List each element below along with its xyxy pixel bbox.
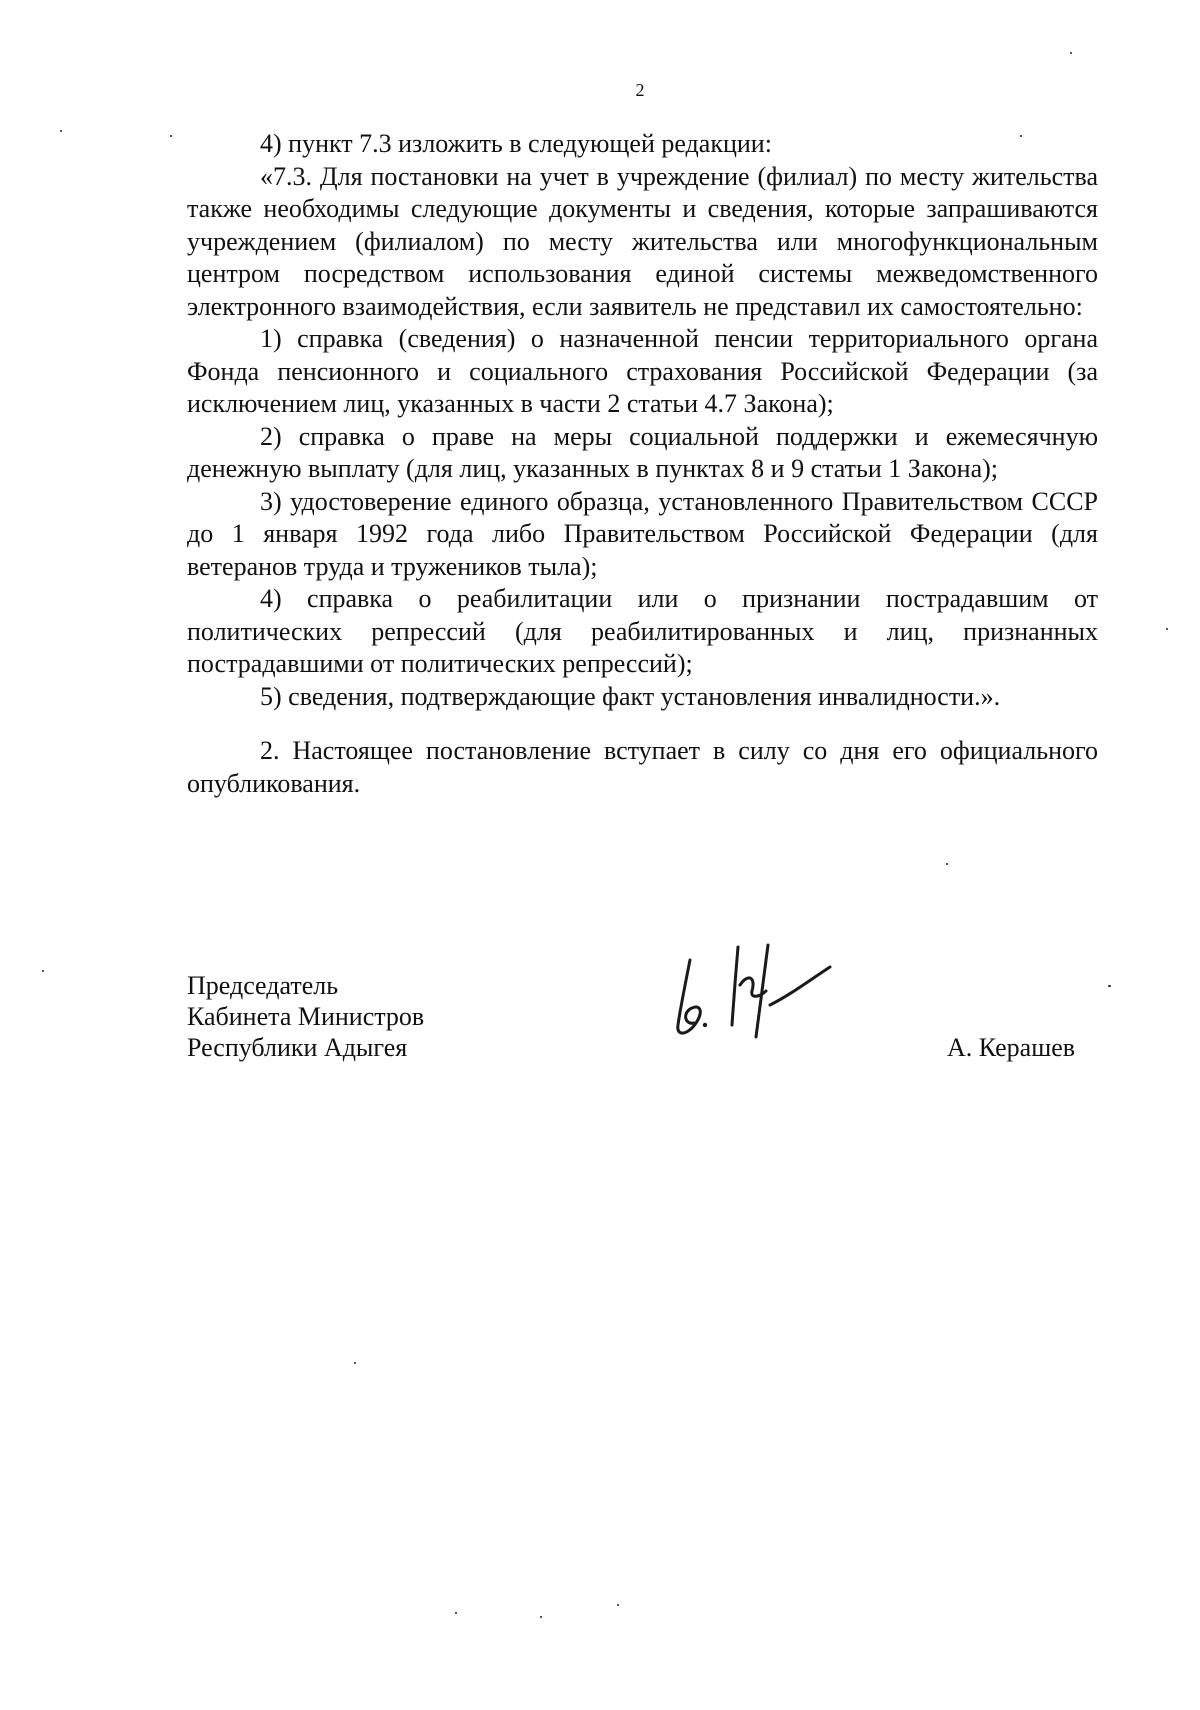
document-body (187, 128, 1098, 800)
list-item-document-5: 5) сведения, подтверждающие факт установления инвалидности.». (260, 681, 1001, 711)
scan-speck (1108, 985, 1111, 987)
scan-speck (540, 1616, 542, 1618)
list-item-document-2: 2) справка о праве на меры социальной поддержки и ежемесячную денежную выплату (для лиц, указанных в пунктах 8 и 9 статьи 1 Закона); (187, 421, 1098, 483)
paragraph-clause-7-3: «7.3. Для постановки на учет в учреждение (филиал) по месту жительства также необходимы следующие документы и сведения, которые запрашиваются учреждением (филиалом) по месту жительства или многофункциональным центром посредством использования единой системы межведомственного электронного взаимодействия, если заявитель не представил их самостоятельно: (187, 161, 1098, 321)
paragraph-entry-into-force: 2. Настоящее постановление вступает в силу со дня его официального опубликования. (187, 736, 1098, 798)
scan-speck (1070, 52, 1072, 54)
list-item-document-4: 4) справка о реабилитации или о признании пострадавшим от политических репрессий (для реабилитированных и лиц, признанных пострадавшими от политических репрессий); (187, 584, 1098, 678)
scan-speck (946, 863, 948, 865)
scan-speck (170, 135, 172, 137)
scan-speck (455, 1612, 457, 1614)
list-item-document-3: 3) удостоверение единого образца, установленного Правительством СССР до 1 января 1992 года либо Правительством Российской Федерации (для ветеранов труда и тружеников тыла); (187, 486, 1098, 581)
signatory-position-line: Республики Адыгея (187, 1033, 408, 1062)
scan-speck (1166, 628, 1168, 630)
scan-speck (1020, 135, 1022, 137)
scan-speck (354, 1362, 356, 1364)
scan-speck (42, 970, 44, 972)
handwritten-signature (660, 925, 860, 1045)
signatory-name: А. Керашев (947, 1033, 1076, 1062)
scan-speck (60, 130, 62, 132)
page-number: 2 (635, 80, 645, 100)
paragraph-amendment-item-4: 4) пункт 7.3 изложить в следующей редакции: (260, 129, 772, 158)
scan-speck (617, 1604, 619, 1606)
list-item-document-1: 1) справка (сведения) о назначенной пенсии территориального органа Фонда пенсионного и социального страхования Российской Федерации (за исключением лиц, указанных в части 2 статьи 4.7 Закона); (187, 324, 1098, 418)
signatory-position-line: Кабинета Министров (187, 1002, 425, 1031)
signatory-position (187, 970, 424, 1063)
signatory-position-line: Председатель (187, 971, 339, 1000)
